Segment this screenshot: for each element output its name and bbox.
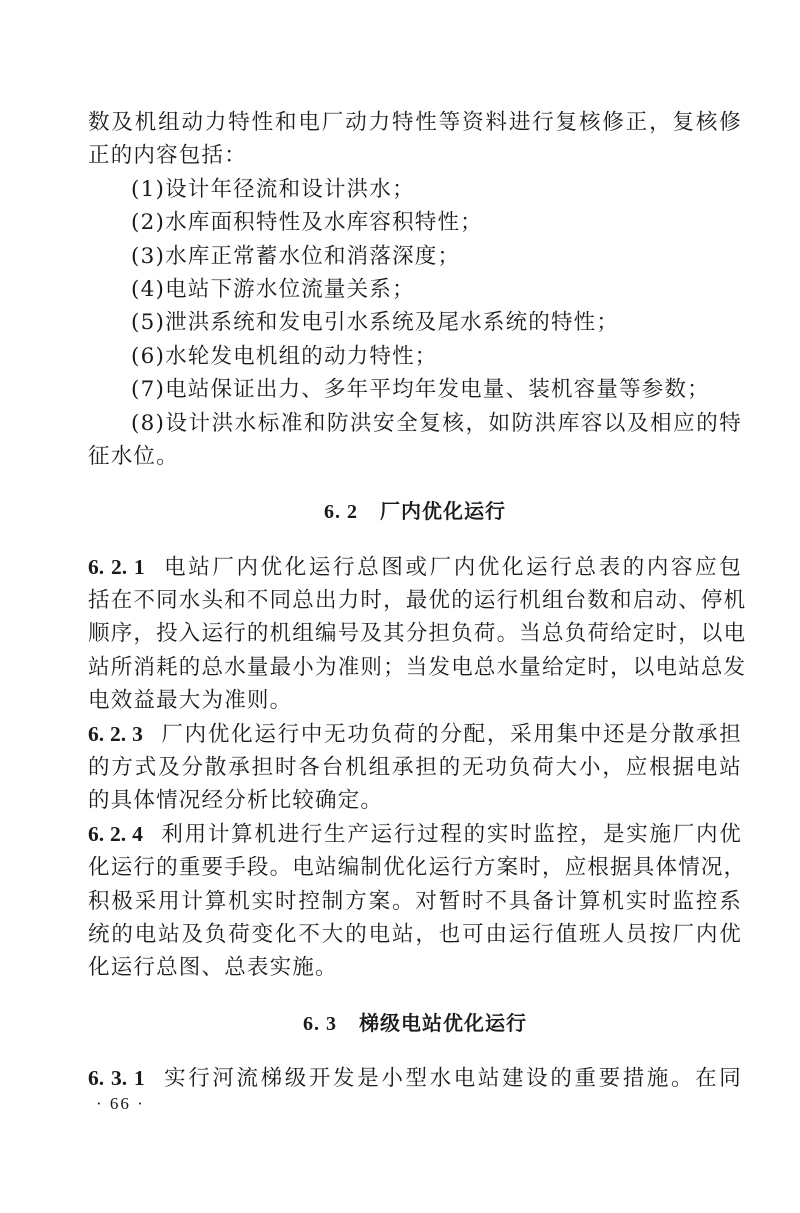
section-title: 梯级电站优化运行 [359, 1010, 527, 1035]
intro-line-1: 数及机组动力特性和电厂动力特性等资料进行复核修正，复核修 [88, 110, 742, 135]
clause-6-2-4-line-3: 积极采用计算机实时控制方案。对暂时不具备计算机实时监控系 [88, 888, 742, 914]
clause-6-2-4-line-5: 化运行总图、总表实施。 [88, 955, 338, 981]
clause-6-2-4-line-1 [88, 818, 742, 851]
list-item-1 [88, 173, 742, 206]
item-text: 电站下游水位流量关系； [165, 276, 415, 302]
clause-number: 6. 2. 4 [88, 821, 143, 846]
item-label: (7) [131, 377, 166, 403]
section-title: 厂内优化运行 [380, 499, 506, 524]
section-number: 6. 3 [303, 1012, 337, 1035]
list-item-4 [88, 273, 742, 306]
item-label: (5) [131, 310, 166, 336]
item-text: 水库正常蓄水位和消落深度； [165, 243, 461, 269]
clause-text: 厂内优化运行中无功负荷的分配，采用集中还是分散承担 [160, 721, 742, 747]
list-item-2 [88, 206, 742, 239]
item-label: (1) [131, 176, 166, 202]
document-page [88, 106, 747, 1096]
item-label: (2) [131, 210, 166, 236]
item-text: 设计洪水标准和防洪安全复核，如防洪库容以及相应的特 [165, 410, 742, 436]
section-heading-6-3 [88, 1007, 742, 1040]
item-label: (6) [131, 343, 166, 369]
clause-6-2-1-line-2: 括在不同水头和不同总出力时，最优的运行机组台数和启动、停机 [88, 588, 747, 614]
section-heading-6-2 [88, 495, 742, 528]
clause-6-2-3-line-1 [88, 718, 742, 751]
intro-line-2: 正的内容包括： [88, 143, 247, 169]
item-text: 电站保证出力、多年平均年发电量、装机容量等参数； [165, 377, 710, 403]
clause-6-3-1-line-1 [88, 1062, 742, 1095]
clause-number: 6. 2. 3 [88, 721, 143, 746]
item-text: 水轮发电机组的动力特性； [165, 343, 438, 369]
clause-text: 实行河流梯级开发是小型水电站建设的重要措施。在同 [162, 1066, 743, 1092]
list-item-8 [88, 407, 742, 440]
clause-number: 6. 3. 1 [88, 1066, 145, 1091]
clause-6-2-1-line-5: 电效益最大为准则。 [88, 688, 293, 714]
clause-6-2-3-line-2: 的方式及分散承担时各台机组承担的无功负荷大小，应根据电站 [88, 755, 742, 781]
item-text: 泄洪系统和发电引水系统及尾水系统的特性； [165, 310, 620, 336]
list-item-5 [88, 306, 742, 339]
list-item-6 [88, 340, 742, 373]
item-text: 设计年径流和设计洪水； [165, 176, 415, 202]
item-text: 水库面积特性及水库容积特性； [165, 210, 483, 236]
clause-6-2-4-line-2: 化运行的重要手段。电站编制优化运行方案时，应根据具体情况， [88, 855, 747, 881]
list-item-7 [88, 373, 742, 406]
clause-number: 6. 2. 1 [88, 554, 145, 579]
item-label: (3) [131, 243, 166, 269]
section-number: 6. 2 [324, 501, 358, 524]
clause-6-2-1-line-3: 顺序，投入运行的机组编号及其分担负荷。当总负荷给定时，以电 [88, 621, 747, 647]
item-label: (8) [131, 410, 166, 436]
clause-text: 电站厂内优化运行总图或厂内优化运行总表的内容应包 [162, 554, 743, 580]
page-number: · 66 · [96, 1094, 145, 1113]
list-item-3 [88, 240, 742, 273]
clause-6-2-3-line-3: 的具体情况经分析比较确定。 [88, 788, 384, 814]
clause-6-2-1-line-1 [88, 551, 742, 584]
clause-text: 利用计算机进行生产运行过程的实时监控，是实施厂内优 [160, 821, 742, 847]
list-item-8-continuation: 征水位。 [88, 443, 179, 469]
item-label: (4) [131, 276, 166, 302]
clause-6-2-1-line-4: 站所消耗的总水量最小为准则；当发电总水量给定时，以电站总发 [88, 654, 747, 680]
clause-6-2-4-line-4: 统的电站及负荷变化不大的电站，也可由运行值班人员按厂内优 [88, 921, 742, 947]
